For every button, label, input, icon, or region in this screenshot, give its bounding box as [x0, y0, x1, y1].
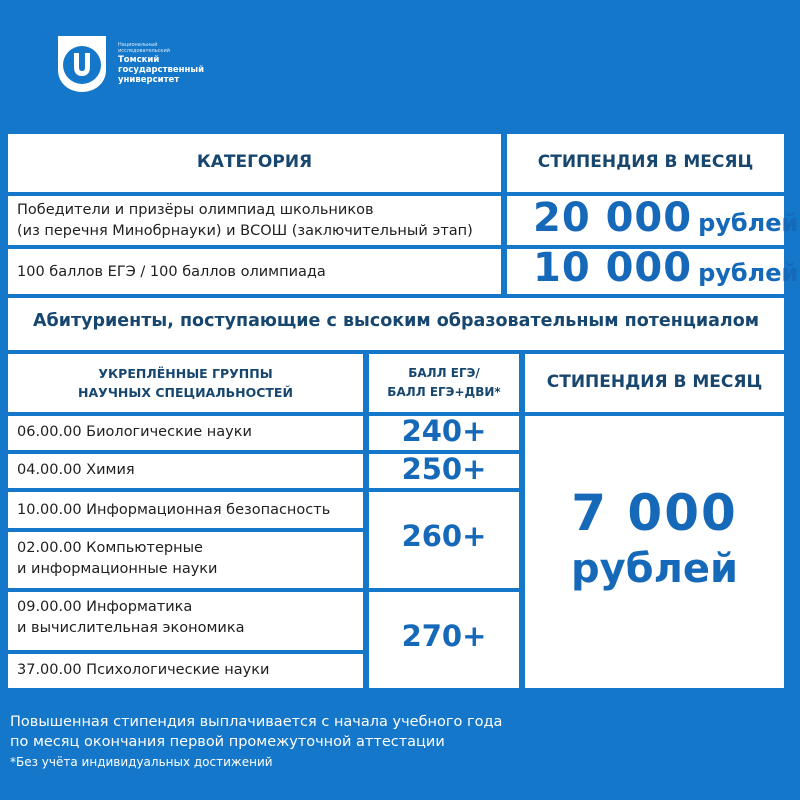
category-text: 100 баллов ЕГЭ / 100 баллов олимпиада	[17, 264, 326, 280]
amount-unit: рублей	[698, 209, 799, 237]
header-score-cell	[369, 354, 519, 412]
group-row-informatics	[8, 592, 363, 650]
score-value: 260+	[401, 519, 487, 553]
section-title: Абитуриенты, поступающие с высоким образовательным потенциалом	[32, 311, 760, 331]
score-cell-250	[369, 454, 519, 488]
header-stipend-2: СТИПЕНДИЯ В МЕСЯЦ	[546, 372, 763, 392]
header-stipend-cell	[507, 134, 784, 192]
score-value: 240+	[401, 414, 487, 448]
header-stipend: СТИПЕНДИЯ В МЕСЯЦ	[537, 152, 754, 172]
group-text: 10.00.00 Информационная безопасность	[17, 502, 331, 518]
group-row-infosec	[8, 492, 363, 528]
score-cell-260	[369, 492, 519, 588]
group-row-chemistry	[8, 454, 363, 488]
group-text: 04.00.00 Химия	[17, 462, 135, 478]
amount-row-olympiad	[507, 195, 799, 245]
group-row-cs	[8, 532, 363, 588]
header-score: БАЛЛ ЕГЭ/ БАЛЛ ЕГЭ+ДВИ*	[387, 366, 501, 399]
header-groups-cell	[8, 354, 363, 412]
group-text: 06.00.00 Биологические науки	[17, 424, 252, 440]
header-stipend2-cell	[525, 354, 784, 412]
amount-unit: рублей	[698, 259, 799, 287]
group-row-biology	[8, 416, 363, 450]
footer-note: Повышенная стипендия выплачивается с начала учебного года по месяц окончания первой промежуточной аттестации	[10, 714, 503, 750]
amount-value: 10 000	[533, 245, 693, 291]
stipend-amount-7000: 7 000	[571, 484, 738, 542]
header-groups: УКРЕПЛЁННЫЕ ГРУППЫ НАУЧНЫХ СПЕЦИАЛЬНОСТЕЙ	[78, 366, 293, 400]
university-name: Томский государственный университет	[118, 55, 205, 85]
tsu-logo	[56, 34, 206, 96]
score-value: 250+	[401, 452, 487, 486]
logo-small-text: Национальный исследовательский	[118, 42, 170, 54]
group-text: 37.00.00 Психологические науки	[17, 662, 270, 678]
stipend-amount	[533, 195, 798, 241]
score-cell-270	[369, 592, 519, 688]
stipend-amount	[533, 245, 798, 291]
header-category-cell	[8, 134, 501, 192]
amount-value: 20 000	[533, 195, 693, 241]
section-title-cell	[8, 298, 784, 350]
header-category: КАТЕГОРИЯ	[196, 152, 313, 172]
footer-footnote: *Без учёта индивидуальных достижений	[10, 755, 273, 769]
category-row-olympiad	[8, 196, 501, 245]
group-text: 09.00.00 Информатика и вычислительная экономика	[17, 599, 245, 636]
stipend-7000-cell	[525, 416, 784, 688]
score-cell-240	[369, 416, 519, 450]
group-text: 02.00.00 Компьютерные и информационные науки	[17, 540, 218, 577]
group-row-psychology	[8, 654, 363, 688]
category-text: Победители и призёры олимпиад школьников (из перечня Минобрнауки) и ВСОШ (заключительный этап)	[17, 202, 473, 239]
amount-row-100points	[507, 245, 799, 294]
category-row-100points	[8, 249, 501, 294]
university-shield-icon	[56, 34, 108, 94]
stipend-unit: рублей	[570, 546, 739, 592]
score-value: 270+	[401, 619, 487, 653]
logo-text	[118, 42, 204, 85]
